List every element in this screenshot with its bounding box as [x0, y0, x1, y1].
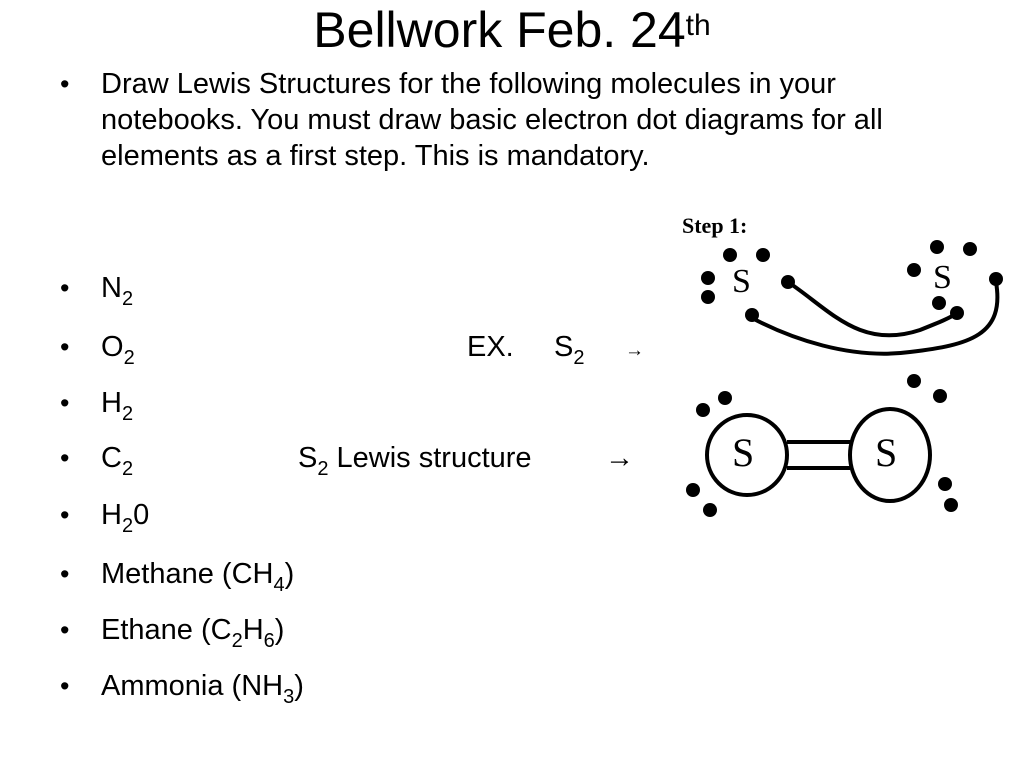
arrow-right-icon: → [625, 340, 644, 361]
list-item-c2: $C_2$ [101, 442, 134, 480]
list-item-n2: $N_2$ [101, 272, 134, 310]
bullet-icon: • [60, 69, 70, 99]
list-item-methane: Methane $(CH_4)$ [101, 558, 295, 596]
atom-symbol-right: S [933, 259, 952, 296]
example-label: EX. $S_2$ [467, 331, 585, 369]
title-text: Bellwork Feb. 24 [313, 2, 686, 58]
bullet-icon: • [60, 500, 70, 530]
bullet-icon: • [60, 615, 70, 645]
list-item-ammonia: Ammonia $(NH_3)$ [101, 670, 304, 708]
lewis-structure-final [707, 409, 930, 501]
list-item-h2: $H_2$ [101, 387, 134, 425]
list-item-h2o: $H_20$ [101, 499, 150, 537]
atom-symbol-left: S [732, 263, 751, 300]
lewis-diagram [670, 200, 1010, 530]
bullet-icon: • [60, 559, 70, 589]
bullet-icon: • [60, 671, 70, 701]
list-item-ethane: Ethane $(C_2H_6)$ [101, 614, 285, 652]
atom-symbol-left-final: S [732, 430, 755, 475]
slide-title [0, 0, 1024, 60]
list-item-o2: $O_2$ [101, 331, 135, 369]
bullet-icon: • [60, 388, 70, 418]
bullet-icon: • [60, 443, 70, 473]
lewis-structure-label: $S_2$ Lewis structure [298, 442, 532, 480]
instructions-text: Draw Lewis Structures for the following molecules in your notebooks. You must draw basic electron dot diagrams for all elements as a first step. This is mandatory. [101, 68, 883, 172]
title-superscript: th [685, 9, 711, 42]
electron-dots-final [686, 374, 958, 517]
bullet-icon: • [60, 332, 70, 362]
bullet-icon: • [60, 273, 70, 303]
arrow-right-icon: → [605, 442, 634, 474]
step-label: Step 1: [682, 213, 748, 238]
atom-symbol-right-final: S [875, 430, 898, 475]
